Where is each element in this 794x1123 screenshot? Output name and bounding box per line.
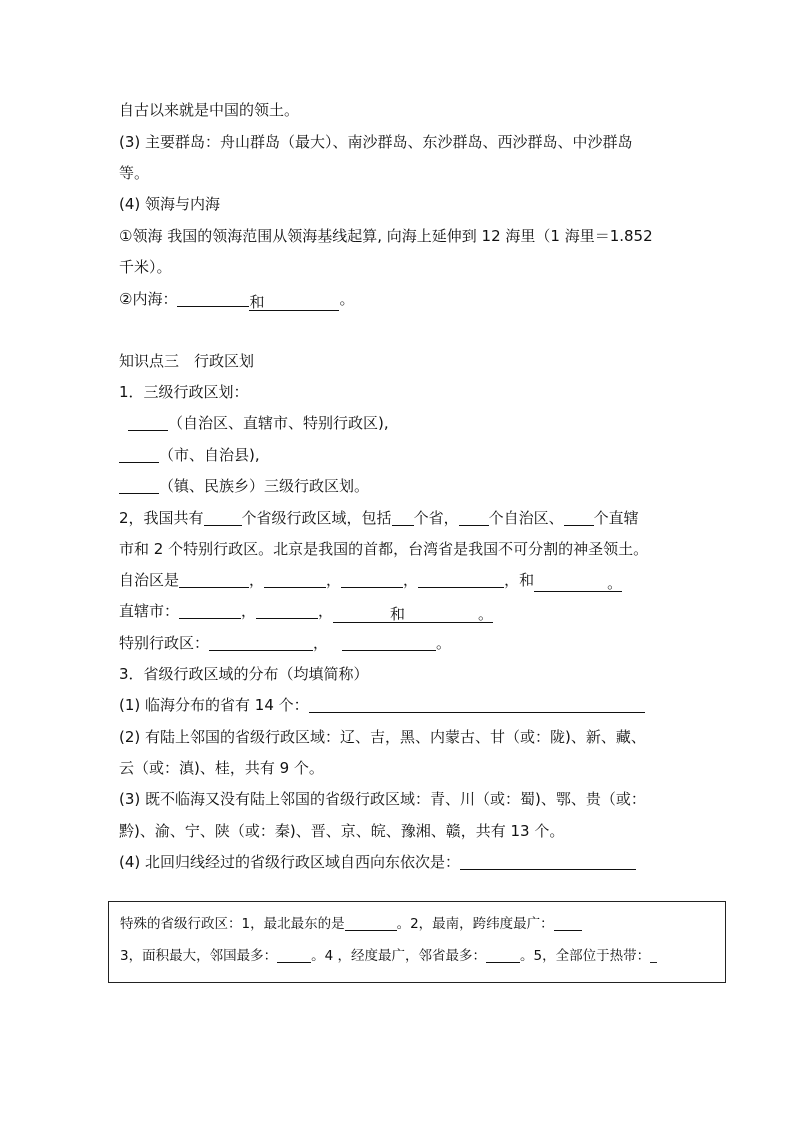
blank-field[interactable] — [345, 916, 397, 931]
blank-field[interactable] — [119, 477, 159, 494]
blank-field[interactable]: 和 — [333, 606, 405, 623]
blank-field[interactable] — [277, 948, 311, 963]
blank-field[interactable] — [204, 509, 242, 526]
section-title: 知识点三 行政区划 — [119, 352, 255, 370]
tier-line: （自治区、直辖市、特别行政区), — [128, 412, 389, 434]
coastal-line: (1) 临海分布的省有 14 个： — [119, 694, 645, 716]
text-line: 1．三级行政区划： — [119, 383, 249, 401]
blank-field[interactable] — [309, 696, 645, 713]
count-line: 2，我国共有 个省级行政区域，包括 个省， 个自治区、 个直辖 — [119, 509, 639, 527]
blank-field[interactable] — [564, 509, 594, 526]
text-line: 市和 2 个特别行政区。北京是我国的首都，台湾省是我国不可分割的神圣领土。 — [119, 540, 649, 558]
blank-field[interactable] — [392, 509, 414, 526]
text-line: 云（或：滇)、桂，共有 9 个。 — [119, 759, 324, 777]
blank-field[interactable] — [554, 916, 582, 931]
text-line: 千米）。 — [119, 258, 172, 276]
inner-sea-line: ②内海： 和 。 — [119, 290, 355, 311]
municipalities-line: 直辖市： ， ， 和 。 — [119, 602, 494, 623]
blank-field[interactable]: 和 — [249, 294, 339, 311]
autonomous-regions-line: 自治区是 ， ， ， ，和 。 — [119, 571, 623, 592]
box-line-2: 3，面积最大，邻国最多： 。4 ，经度最广，邻省最多： 。5，全部位于热带：_ — [120, 948, 657, 964]
tier-line: （镇、民族乡）三级行政区划。 — [119, 475, 369, 497]
blank-field[interactable] — [179, 602, 241, 619]
blank-field[interactable] — [342, 634, 436, 651]
box-line-1: 特殊的省级行政区：1，最北最东的是 。2，最南，跨纬度最广： — [120, 914, 582, 934]
blank-field[interactable] — [486, 948, 520, 963]
sar-line: 特别行政区： ， 。 — [119, 634, 452, 652]
blank-field[interactable] — [418, 571, 504, 588]
blank-field[interactable]: 。 — [405, 606, 493, 623]
text-line: 黔)、渝、宁、陕（或：秦)、晋、京、皖、豫湘、赣，共有 13 个。 — [119, 822, 565, 840]
blank-field[interactable] — [264, 571, 326, 588]
text-line: (3) 既不临海又没有陆上邻国的省级行政区域：青、川（或：蜀)、鄂、贵（或： — [119, 790, 646, 808]
blank-field[interactable]: 。 — [534, 575, 622, 592]
text-line: (4) 领海与内海 — [119, 195, 221, 213]
text-line: 3．省级行政区域的分布（均填简称） — [119, 665, 369, 683]
blank-field[interactable] — [119, 446, 159, 463]
blank-field[interactable] — [459, 509, 489, 526]
tier-line: （市、自治县), — [119, 444, 260, 466]
blank-field[interactable] — [177, 290, 249, 307]
summary-box — [108, 901, 726, 983]
blank-field[interactable] — [179, 571, 249, 588]
blank-field[interactable] — [460, 853, 636, 870]
text-line: ①领海 我国的领海范围从领海基线起算, 向海上延伸到 12 海里（1 海里＝1.852 — [119, 227, 653, 245]
blank-field[interactable] — [209, 634, 313, 651]
text-line: 等。 — [119, 164, 150, 182]
tropic-line: (4) 北回归线经过的省级行政区域自西向东依次是： — [119, 851, 636, 873]
text-line: 自古以来就是中国的领土。 — [119, 101, 300, 119]
blank-field[interactable] — [128, 414, 168, 431]
blank-field[interactable] — [341, 571, 403, 588]
text-line: (2) 有陆上邻国的省级行政区域：辽、吉，黑、内蒙古、甘（或：陇)、新、藏、 — [119, 728, 646, 746]
text-line: (3) 主要群岛：舟山群岛（最大）、南沙群岛、东沙群岛、西沙群岛、中沙群岛 — [119, 133, 633, 151]
blank-field[interactable] — [256, 602, 318, 619]
